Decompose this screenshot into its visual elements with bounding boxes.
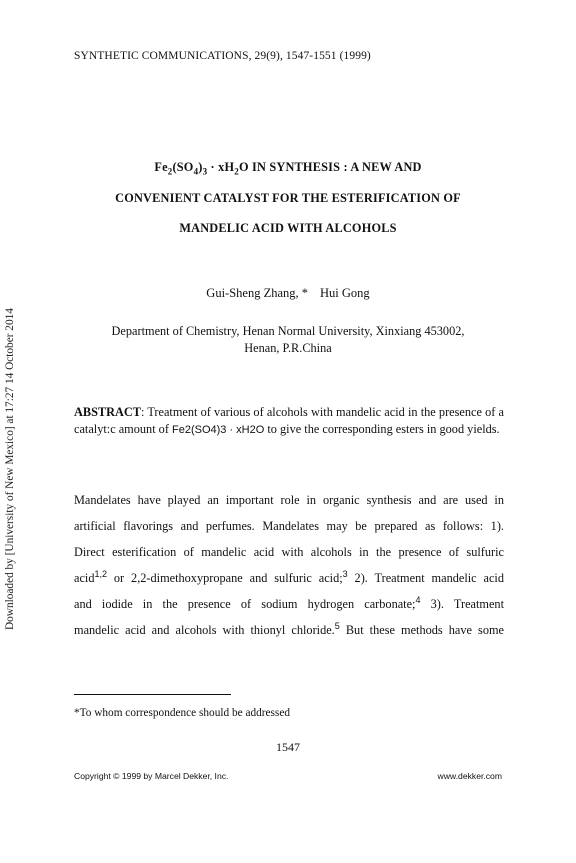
author-2: Hui Gong — [320, 286, 370, 300]
title-line-3: MANDELIC ACID WITH ALCOHOLS — [179, 221, 397, 235]
body-line: artificial flavorings and perfumes. Mandelates may be prepared as follows: 1). — [74, 519, 504, 533]
title-chem-sub: 2 — [234, 166, 239, 177]
abstract — [74, 404, 504, 439]
title-chem-fe: Fe — [154, 160, 168, 174]
journal-header: SYNTHETIC COMMUNICATIONS, 29(9), 1547-1551 (1999) — [74, 50, 371, 62]
body-text — [74, 487, 504, 643]
body-line — [74, 565, 504, 591]
body-line: Direct esterification of mandelic acid with alcohols in the presence of sulfuric — [74, 545, 504, 559]
citation-sup: 5 — [334, 621, 340, 631]
citation-sup: 4 — [415, 595, 421, 605]
title-chem-dot: · — [207, 160, 219, 174]
body-text-span: But these methods have some — [339, 623, 504, 637]
download-sidebar: Downloaded by [University of New Mexico] at 17:27 14 October 2014 — [4, 308, 16, 630]
abstract-label: ABSTRACT — [74, 405, 141, 419]
body-line — [74, 591, 504, 617]
body-text-span: and iodide in the presence of sodium hydrogen carbonate; — [74, 597, 416, 611]
author-1: Gui-Sheng Zhang, * — [206, 286, 309, 300]
body-text-span: mandelic acid and alcohols with thionyl chloride. — [74, 623, 335, 637]
page-number: 1547 — [276, 740, 300, 754]
title-chem-sub: 2 — [167, 166, 173, 177]
body-text-span: acid — [74, 571, 95, 585]
abstract-text-2: to give the corresponding esters in good yields. — [264, 422, 500, 436]
title-chem-so: (SO — [172, 160, 194, 174]
footnote: *To whom correspondence should be addressed — [74, 707, 290, 719]
title-line-1-text: IN SYNTHESIS : A NEW AND — [248, 160, 422, 174]
affiliation-line-2: Henan, P.R.China — [244, 341, 332, 355]
title-chem-sub: 4 — [193, 166, 199, 177]
citation-sup: 1,2 — [94, 569, 107, 579]
copyright-notice: Copyright © 1999 by Marcel Dekker, Inc. — [74, 771, 229, 781]
body-text-span: or 2,2-dimethoxypropane and sulfuric acid; — [107, 571, 343, 585]
body-text-span: 3). Treatment — [420, 597, 504, 611]
affiliation-line-1: Department of Chemistry, Henan Normal University, Xinxiang 453002, — [111, 324, 465, 338]
title-chem-o: O — [238, 160, 249, 174]
body-line: Mandelates have played an important role in organic synthesis and are used in — [74, 493, 504, 507]
affiliation — [0, 323, 576, 357]
footnote-rule — [74, 694, 231, 695]
abstract-chem-formula: Fe2(SO4)3 · xH2O — [172, 424, 265, 436]
abstract-text-1: : Treatment of various of alcohols with mandelic acid in the presence of a catalyt:c amount of — [74, 405, 504, 436]
publisher-website: www.dekker.com — [437, 771, 502, 781]
body-line — [74, 617, 504, 643]
title-chem-sub: 3 — [202, 166, 208, 177]
author-list — [0, 286, 576, 301]
citation-sup: 3 — [342, 569, 348, 579]
title-line-1 — [60, 160, 516, 176]
title-chem-water: xH — [218, 160, 235, 174]
title-line-2: CONVENIENT CATALYST FOR THE ESTERIFICATION OF — [115, 191, 461, 205]
body-text-span: 2). Treatment mandelic acid — [347, 571, 504, 585]
title-chem-paren: ) — [198, 160, 203, 174]
